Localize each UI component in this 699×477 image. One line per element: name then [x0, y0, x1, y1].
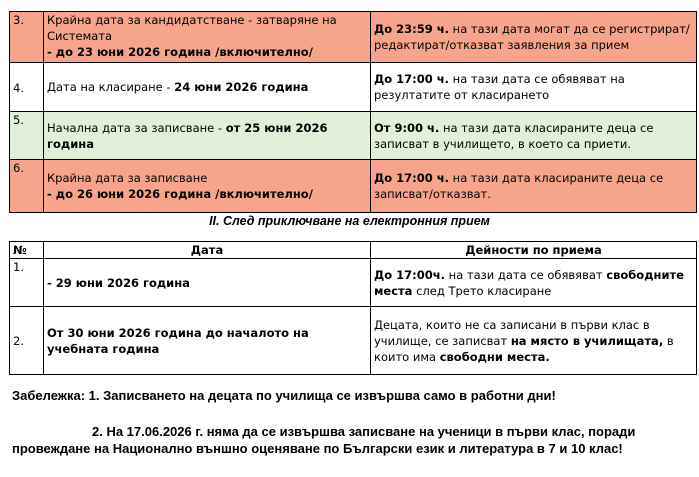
- section-title: II. След приключване на електронния прием: [209, 214, 490, 228]
- note-exam-day: 2. На 17.06.2026 г. няма да се извършва записване на ученици в първи клас, поради провеждане на Национално външно оценяване по Български език и литература в 7 и 10 клас!: [12, 424, 636, 456]
- row-number: 1.: [10, 259, 44, 307]
- admission-stages-table: [9, 11, 697, 213]
- table-row: [10, 307, 697, 375]
- table-row: [10, 112, 697, 160]
- date-cell: Дата на класиране - 24 юни 2026 година: [44, 63, 371, 112]
- table-row: [10, 259, 697, 307]
- table-row: [10, 63, 697, 112]
- activity-cell: До 17:00 ч. на тази дата класираните деца се записват/отказват.: [371, 160, 697, 213]
- row-number: 2.: [10, 307, 44, 375]
- post-admission-table: [9, 241, 697, 375]
- activity-cell: До 17:00ч. на тази дата се обявяват свободните места след Трето класиране: [371, 259, 697, 307]
- activity-cell: Децата, които не са записани в първи клас в училище, се записват на място в училищата, в които има свободни места.: [371, 307, 697, 375]
- row-number: 4.: [10, 63, 44, 112]
- col-header-number: №: [10, 242, 44, 259]
- table-header-row: [10, 242, 697, 259]
- date-cell: - 29 юни 2026 година: [44, 259, 371, 307]
- row-number: 3.: [10, 12, 44, 63]
- activity-cell: До 23:59 ч. на тази дата могат да се регистрират/ редактират/отказват заявления за прием: [371, 12, 697, 63]
- table-row: [10, 12, 697, 63]
- activity-cell: До 17:00 ч. на тази дата се обявяват на резултатите от класирането: [371, 63, 697, 112]
- note-working-days: Забележка: 1. Записването на децата по училища се извършва само в работни дни!: [12, 388, 556, 403]
- date-cell: Начална дата за записване - от 25 юни 2026 година: [44, 112, 371, 160]
- date-cell: Крайна дата за кандидатстване - затваряне на Системата - до 23 юни 2026 година /включително/: [44, 12, 371, 63]
- date-cell: От 30 юни 2026 година до началото на учебната година: [44, 307, 371, 375]
- row-number: 5.: [10, 112, 44, 160]
- row-number: 6.: [10, 160, 44, 213]
- col-header-activities: Дейности по приема: [371, 242, 697, 259]
- activity-cell: От 9:00 ч. на тази дата класираните деца се записват в училището, в което са приети.: [371, 112, 697, 160]
- date-cell: Крайна дата за записване - до 26 юни 2026 година /включително/: [44, 160, 371, 213]
- table-row: [10, 160, 697, 213]
- col-header-date: Дата: [44, 242, 371, 259]
